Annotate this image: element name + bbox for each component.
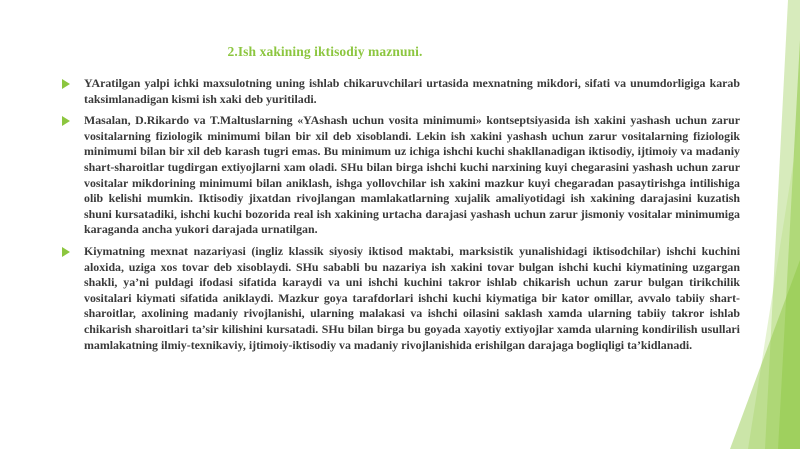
bullet-text: Masalan, D.Rikardo va T.Maltuslarning «YAshash uchun vosita minimumi» kontseptsiyasida ish xakini yashash uchun zarur vositalarning fiziologik minimumi bilan bir xil deb xisoblandi. Lekin ish xakini yashash uchun zarur vositalarning fiziologik minimumi bilan bir xil deb karash tugri emas. Bu minimum uz ichiga ishchi kuchi shakllanadigan iktisodiy, ijtimoiy va madaniy shart-sharoitlar tugdirgan extiyojlarni xam oladi. SHu bilan birga ishchi kuchi narxining kuyi chegarasini yashash uchun zarur vositalar mikdorining minimumi bilan aniklash, ishga yollovchilar ish xakini mazkur kuyi chegaradan pasaytirishga intilishiga olib kelishi mumkin. Iktisodiy jixatdan rivojlangan mamlakatlarning xujalik amaliyotidagi ish xakining darajasini kuzatish shuni kursatadiki, ishchi kuchi bozorida real ish xakining urtacha darajasi yashash uchun zarur jismoniy vositalar minimumiga karaganda ancha yukori darajada urnatilgan. bbox=[84, 113, 740, 237]
bullet-text: YAratilgan yalpi ichki maxsulotning uning ishlab chikaruvchilari urtasida mexnatning mikdori, sifati va unumdorligiga karab taksimlanadigan kismi ish xaki deb yuritiladi. bbox=[84, 76, 740, 106]
bullet-list bbox=[60, 76, 740, 359]
bullet-arrow-icon bbox=[62, 79, 70, 89]
bullet-arrow-icon bbox=[62, 116, 70, 126]
bullet-item bbox=[60, 76, 740, 107]
bullet-text: Kiymatning mexnat nazariyasi (ingliz klassik siyosiy iktisod maktabi, marksistik yunalishidagi iktisodchilar) ishchi kuchini aloxida, uziga xos tovar deb xisoblaydi. SHu sababli bu nazariya ish xakini tovar bulgan ishchi kuchi kiymatining uzgargan shakli, ya’ni puldagi ifodasi sifatida karaydi va uni ishchi kuchini takror ishlab chikarish uchun zarur bulgan tirikchilik vositalari kiymati sifatida aniklaydi. Mazkur goya tarafdorlari ishchi kuchi kiymatiga bir kator omillar, avvalo tabiiy shart-sharoitlar, axolining madaniy rivojlanishi, ularning malakasi va ishchi oilasini saklash xamda ularning tabiiy takror ishlab chikarish sharoitlari ta’sir kilishini kursatadi. SHu bilan birga bu goyada xayotiy extiyojlar xamda ularning kondirilish usullari mamlakatning ilmiy-texnikaviy, ijtimoiy-iktisodiy va madaniy rivojlanishida erishilgan darajaga bogliqligi ta’kidlanadi. bbox=[84, 243, 740, 352]
slide-title: 2.Ish xakining iktisodiy maznuni. bbox=[227, 44, 423, 59]
bullet-arrow-icon bbox=[62, 247, 70, 257]
bullet-item bbox=[60, 113, 740, 238]
bullet-item bbox=[60, 244, 740, 353]
